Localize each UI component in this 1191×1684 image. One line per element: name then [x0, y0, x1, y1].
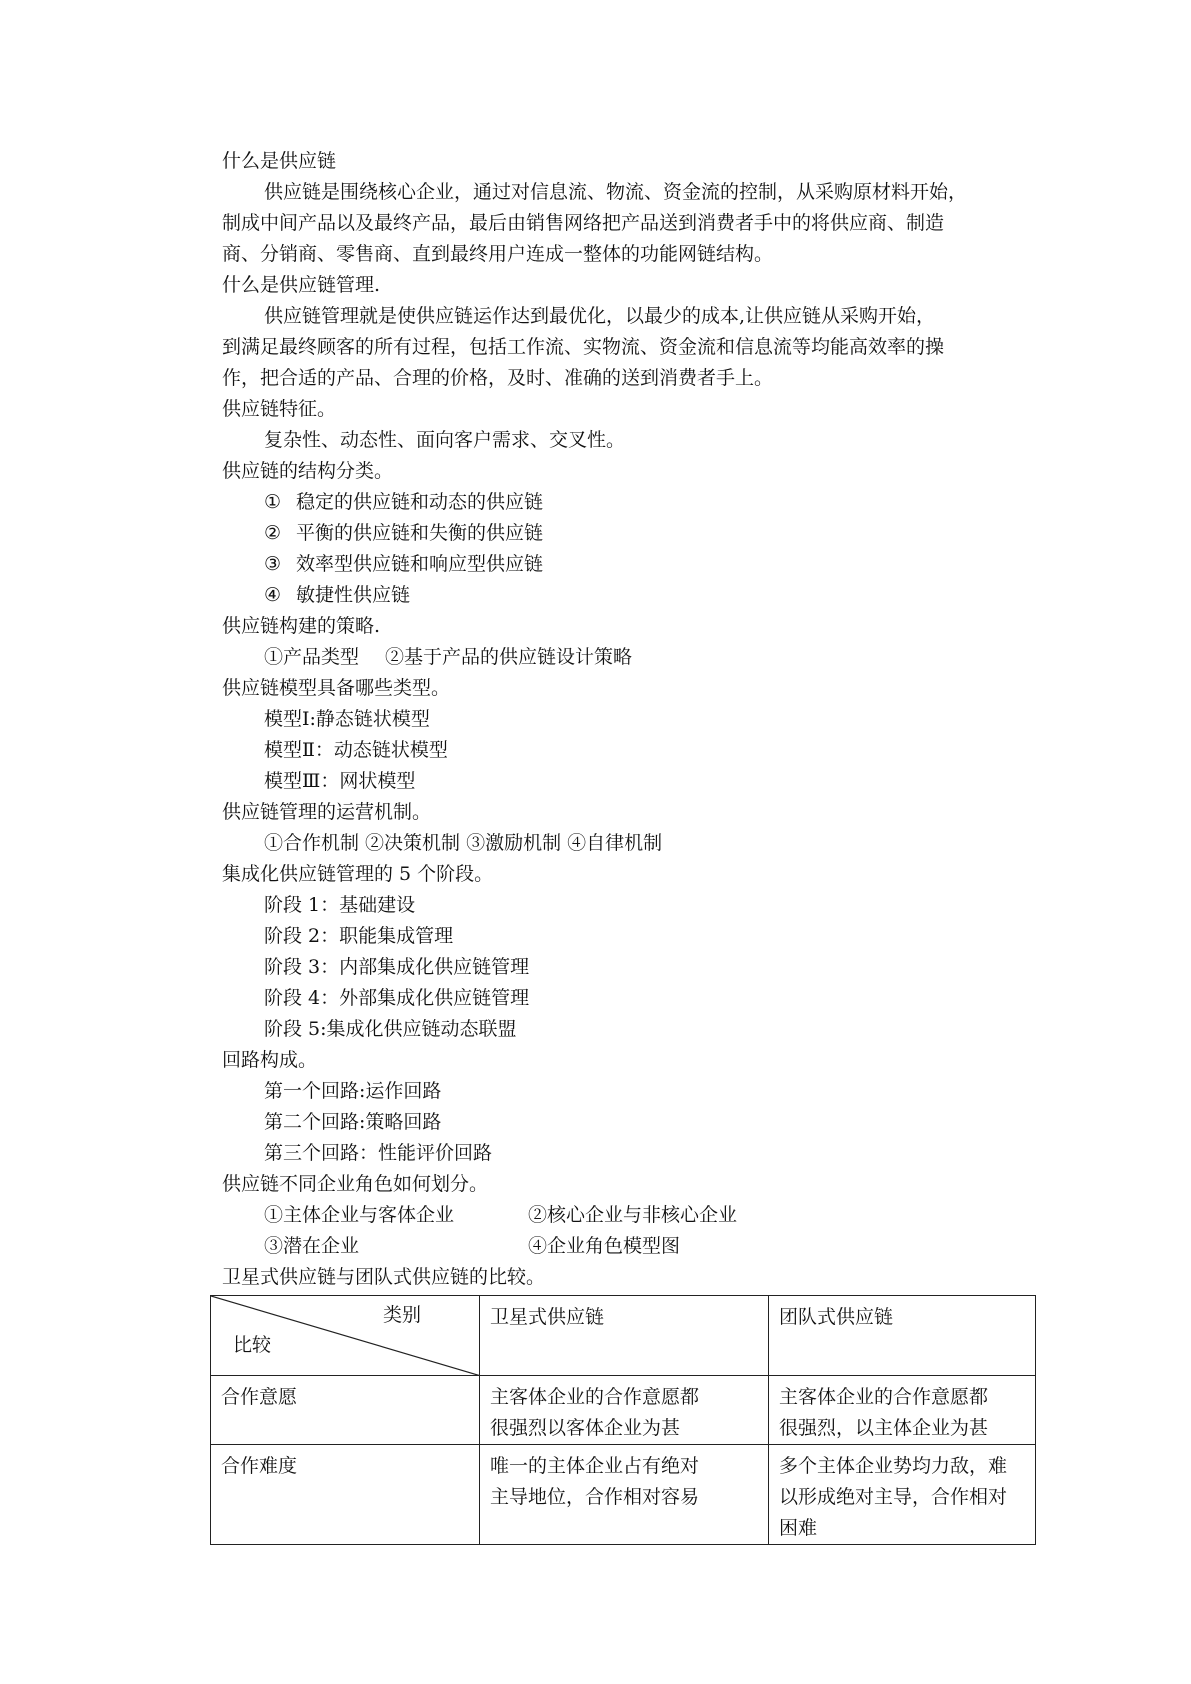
- list-text: ①产品类型: [264, 646, 360, 668]
- cell-line: 很强烈，以主体企业为甚: [779, 1417, 989, 1439]
- heading-comparison: 卫星式供应链与团队式供应链的比较。: [222, 1266, 546, 1288]
- list-item: ②核心企业与非核心企业: [528, 1204, 738, 1226]
- heading-what-is-scm: 什么是供应链管理.: [222, 274, 381, 296]
- list-item: 阶段 2：职能集成管理: [264, 925, 454, 947]
- cell-line: 多个主体企业势均力敌，难: [779, 1455, 1008, 1477]
- list-item: 第三个回路：性能评价回路: [264, 1142, 493, 1164]
- list-item: [264, 549, 543, 579]
- list-item: 模型Ⅰ:静态链状模型: [264, 708, 430, 730]
- table-header-cell: 团队式供应链: [769, 1296, 1036, 1376]
- list-number: ③: [264, 553, 282, 575]
- list-item: 第二个回路:策略回路: [264, 1111, 442, 1133]
- cell-line: 主客体企业的合作意愿都: [779, 1386, 989, 1408]
- list-item: [264, 518, 543, 548]
- heading-what-is-supply-chain: 什么是供应链: [222, 150, 337, 172]
- list-item: ④企业角色模型图: [528, 1235, 681, 1257]
- paragraph-line: 商、分销商、零售商、直到最终用户连成一整体的功能网链结构。: [222, 243, 774, 265]
- list-item: 阶段 4：外部集成化供应链管理: [264, 987, 530, 1009]
- table-cell: [769, 1376, 1036, 1445]
- cell-line: 主客体企业的合作意愿都: [490, 1386, 700, 1408]
- heading-mechanisms: 供应链管理的运营机制。: [222, 801, 432, 823]
- list-number: ①: [264, 491, 282, 513]
- cell-line: 很强烈以客体企业为甚: [490, 1417, 681, 1439]
- list-item: ③潜在企业: [264, 1235, 360, 1257]
- table-cell: [480, 1445, 769, 1545]
- corner-label-category: 类别: [382, 1304, 421, 1326]
- list-number: ④: [264, 584, 282, 606]
- table-header-cell: 卫星式供应链: [480, 1296, 769, 1376]
- cell-line: 主导地位，合作相对容易: [490, 1486, 700, 1508]
- table-cell: [769, 1445, 1036, 1545]
- list-text: 平衡的供应链和失衡的供应链: [296, 522, 544, 544]
- paragraph-line: 复杂性、动态性、面向客户需求、交叉性。: [264, 429, 626, 451]
- list-item: 阶段 5:集成化供应链动态联盟: [264, 1018, 517, 1040]
- table-row: [211, 1376, 1036, 1445]
- table-header-row: [211, 1296, 1036, 1376]
- heading-structure-types: 供应链的结构分类。: [222, 460, 394, 482]
- heading-roles: 供应链不同企业角色如何划分。: [222, 1173, 489, 1195]
- table-cell: [480, 1376, 769, 1445]
- list-item: 第一个回路:运作回路: [264, 1080, 442, 1102]
- heading-strategy: 供应链构建的策略.: [222, 615, 381, 637]
- paragraph-line: 供应链是围绕核心企业，通过对信息流、物流、资金流的控制，从采购原材料开始，: [264, 181, 968, 203]
- heading-stages: 集成化供应链管理的 5 个阶段。: [222, 863, 494, 885]
- paragraph-line: 到满足最终顾客的所有过程，包括工作流、实物流、资金流和信息流等均能高效率的操: [222, 336, 945, 358]
- table-row: [211, 1445, 1036, 1545]
- heading-model-types: 供应链模型具备哪些类型。: [222, 677, 451, 699]
- paragraph-line: 作，把合适的产品、合理的价格，及时、准确的送到消费者手上。: [222, 367, 774, 389]
- table-row-label: 合作意愿: [211, 1376, 480, 1445]
- list-item: [264, 580, 410, 610]
- heading-features: 供应链特征。: [222, 398, 337, 420]
- list-item: 模型Ⅲ：网状模型: [264, 770, 416, 792]
- table-corner-cell: [211, 1296, 480, 1376]
- paragraph-line: 供应链管理就是使供应链运作达到最优化，以最少的成本,让供应链从采购开始，: [264, 305, 936, 327]
- list-text: 敏捷性供应链: [296, 584, 411, 606]
- list-number: ②: [264, 522, 282, 544]
- list-text: 稳定的供应链和动态的供应链: [296, 491, 544, 513]
- list-item: ①主体企业与客体企业: [264, 1204, 455, 1226]
- paragraph-line: 制成中间产品以及最终产品，最后由销售网络把产品送到消费者手中的将供应商、制造: [222, 212, 945, 234]
- list-item: [264, 487, 543, 517]
- list-text: ②基于产品的供应链设计策略: [385, 646, 633, 668]
- corner-label-compare: 比较: [233, 1334, 272, 1356]
- list-item: 模型Ⅱ：动态链状模型: [264, 739, 448, 761]
- list-item: 阶段 1：基础建设: [264, 894, 416, 916]
- list-item: 阶段 3：内部集成化供应链管理: [264, 956, 530, 978]
- list-text: 效率型供应链和响应型供应链: [296, 553, 544, 575]
- comparison-table: [210, 1295, 1036, 1545]
- cell-line: 困难: [779, 1517, 818, 1539]
- list-item: [264, 642, 632, 672]
- cell-line: 以形成绝对主导，合作相对: [779, 1486, 1008, 1508]
- table-row-label: 合作难度: [211, 1445, 480, 1545]
- heading-loops: 回路构成。: [222, 1049, 318, 1071]
- paragraph-line: ①合作机制 ②决策机制 ③激励机制 ④自律机制: [264, 832, 663, 854]
- cell-line: 唯一的主体企业占有绝对: [490, 1455, 700, 1477]
